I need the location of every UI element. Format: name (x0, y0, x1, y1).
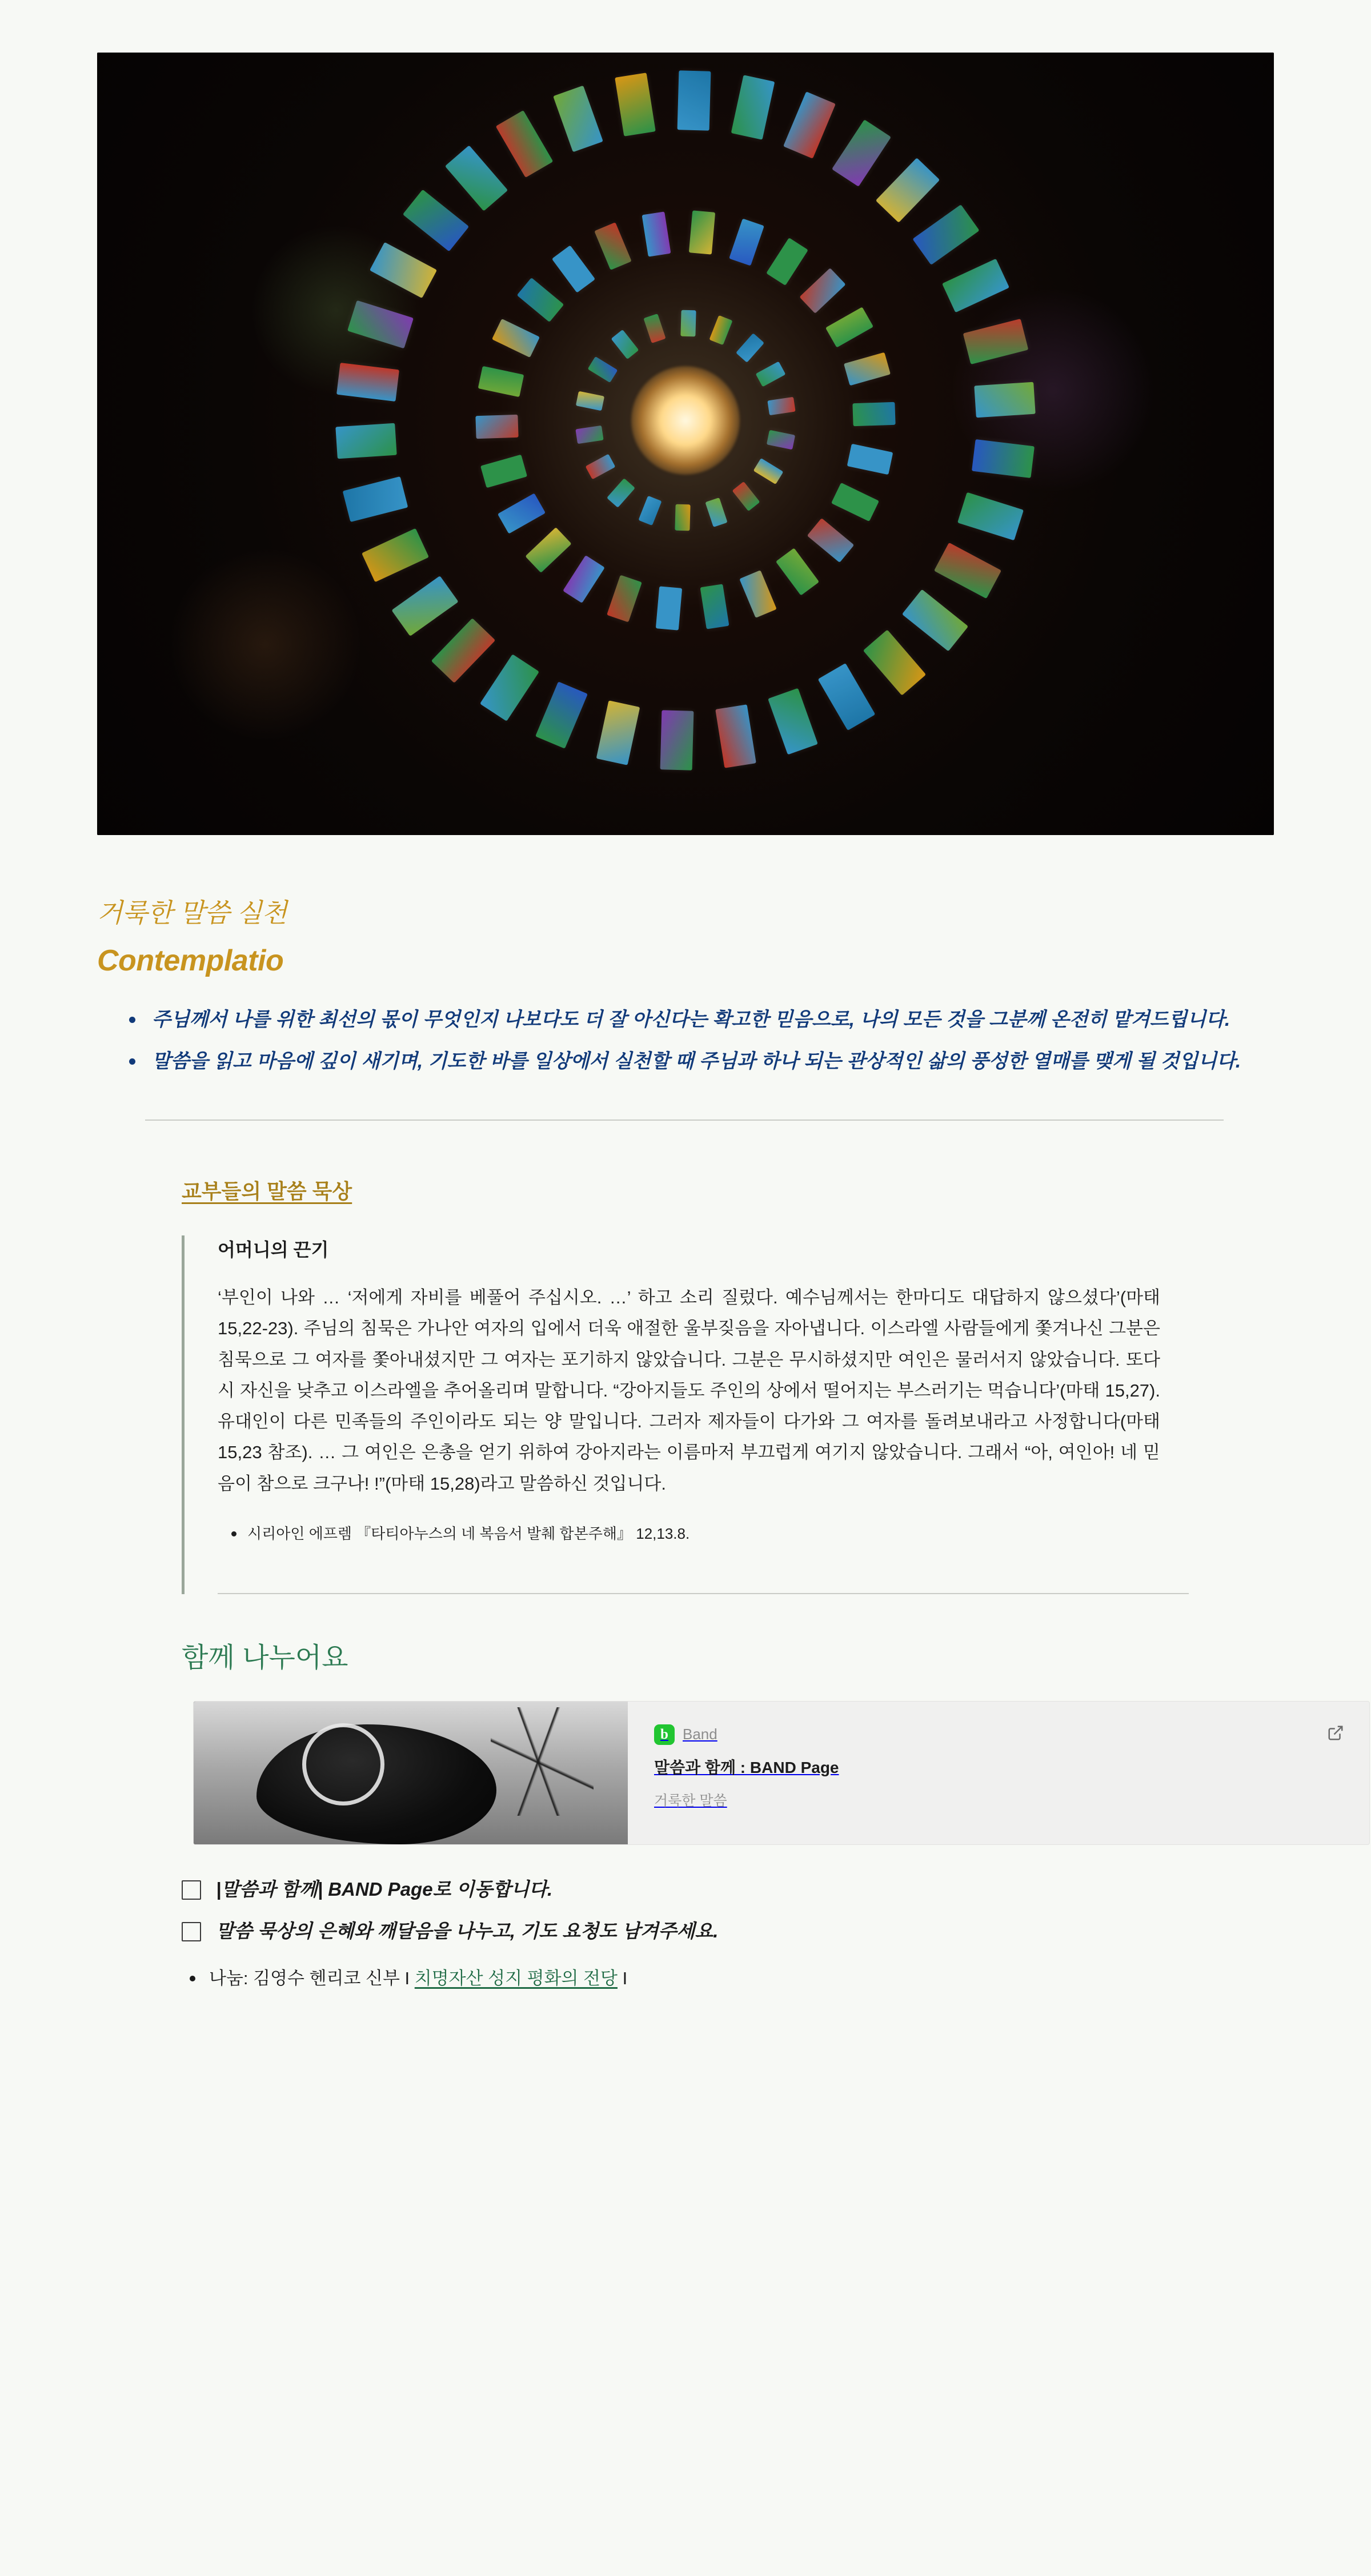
quote-body: ‘부인이 나와 … ‘저에게 자비를 베풀어 주십시오. …’ 하고 소리 질렀다. 예수님께서는 한마디도 대답하지 않으셨다’(마태 15,22-23). 주님의 침묵은 가나안 여자의 입에서 더욱 애절한 울부짖음을 자아냅니다. 이스라엘 사람들에게 쫓겨나신 그분은 침묵으로 그 여자를 쫓아내셨지만 그 여자는 포기하지 않았습니다. 그분은 무시하셨지만 여인은 물러서지 않았습니다. 또다시 자신을 낮추고 이스라엘을 추어올리며 말합니다. “강아지들도 주인의 상에서 떨어지는 부스러기는 먹습니다’(마태 15,27). 유대인이 다른 민족들의 주인이라도 되는 양 말입니다. 그러자 제자들이 다가와 그 여자를 돌려보내라고 사정합니다(마태 15,23 참조). … 그 여인은 은총을 얻기 위하여 강아지라는 이름마저 부끄럽게 여기지 않았습니다. 그래서 “아, 여인아! 네 믿음이 참으로 크구나! !”(마태 15,28)라고 말씀하신 것입니다. (218, 1287, 1160, 1494)
page-title-practice: 거룩한 말씀 실천 (97, 898, 287, 928)
quote-block (182, 1235, 1204, 1594)
list-item (209, 1965, 1274, 1992)
credit-suffix: I (618, 1968, 628, 1989)
list-item: 시리아인 에프렘 『타티아누스의 네 복음서 발췌 합본주해』 12,13.8. (247, 1522, 1204, 1546)
hero-glow-bottom (168, 547, 362, 741)
fathers-section-title[interactable]: 교부들의 말씀 묵상 (182, 1179, 352, 1203)
thumbnail-branches (491, 1707, 594, 1816)
page-title-contemplatio: Contemplatio (97, 944, 284, 977)
black-white-photo-thumbnail (194, 1702, 628, 1844)
external-link-icon[interactable] (1327, 1724, 1344, 1742)
list-item: 말씀을 읽고 마음에 깊이 새기며, 기도한 바를 일상에서 실천할 때 주님과 하나 되는 관상적인 삶의 풍성한 열매를 맺게 될 것입니다. (152, 1046, 1274, 1077)
checklist-label: 말씀 묵상의 은혜와 깨달음을 나누고, 기도 요청도 남겨주세요. (216, 1920, 719, 1942)
band-brand-row (654, 1724, 1343, 1745)
quote-divider (218, 1593, 1189, 1594)
band-logo-icon: b (654, 1724, 675, 1745)
band-link-card[interactable] (193, 1701, 1370, 1845)
practice-points-list (97, 1004, 1274, 1077)
band-card-body (628, 1702, 1369, 1844)
action-checklist (182, 1876, 1274, 1945)
credit-prefix: 나눔: 김영수 헨리코 신부 I (209, 1968, 415, 1989)
hero-center-light (631, 366, 740, 475)
list-item[interactable] (182, 1876, 1274, 1903)
list-item: 주님께서 나를 위한 최선의 몫이 무엇인지 나보다도 더 잘 아신다는 확고한 믿음으로, 나의 모든 것을 그분께 온전히 맡겨드립니다. (152, 1004, 1274, 1036)
footer-credit-list (209, 1965, 1274, 1992)
credit-link[interactable]: 치명자산 성지 평화의 전당 (414, 1968, 618, 1989)
band-brand-name: Band (683, 1726, 717, 1743)
fathers-section (97, 1121, 1274, 1594)
checkbox-share-reflection[interactable] (182, 1922, 201, 1941)
band-card-title: 말씀과 함께 : BAND Page (654, 1758, 839, 1776)
bottom-spacer (97, 1992, 1274, 2061)
thumbnail-halo (302, 1723, 384, 1805)
quote-source-list (218, 1522, 1204, 1546)
stained-glass-spiral-ceiling-photo (97, 53, 1274, 835)
band-card-description: 거룩한 말씀 (654, 1792, 727, 1809)
checkbox-goto-band[interactable] (182, 1880, 201, 1900)
quote-heading: 어머니의 끈기 (218, 1239, 329, 1261)
list-item[interactable] (182, 1917, 1274, 1945)
share-section-title: 함께 나누어요 (182, 1642, 348, 1673)
checklist-label: |말씀과 함께| BAND Page로 이동합니다. (216, 1878, 553, 1900)
document-content (97, 0, 1274, 2061)
